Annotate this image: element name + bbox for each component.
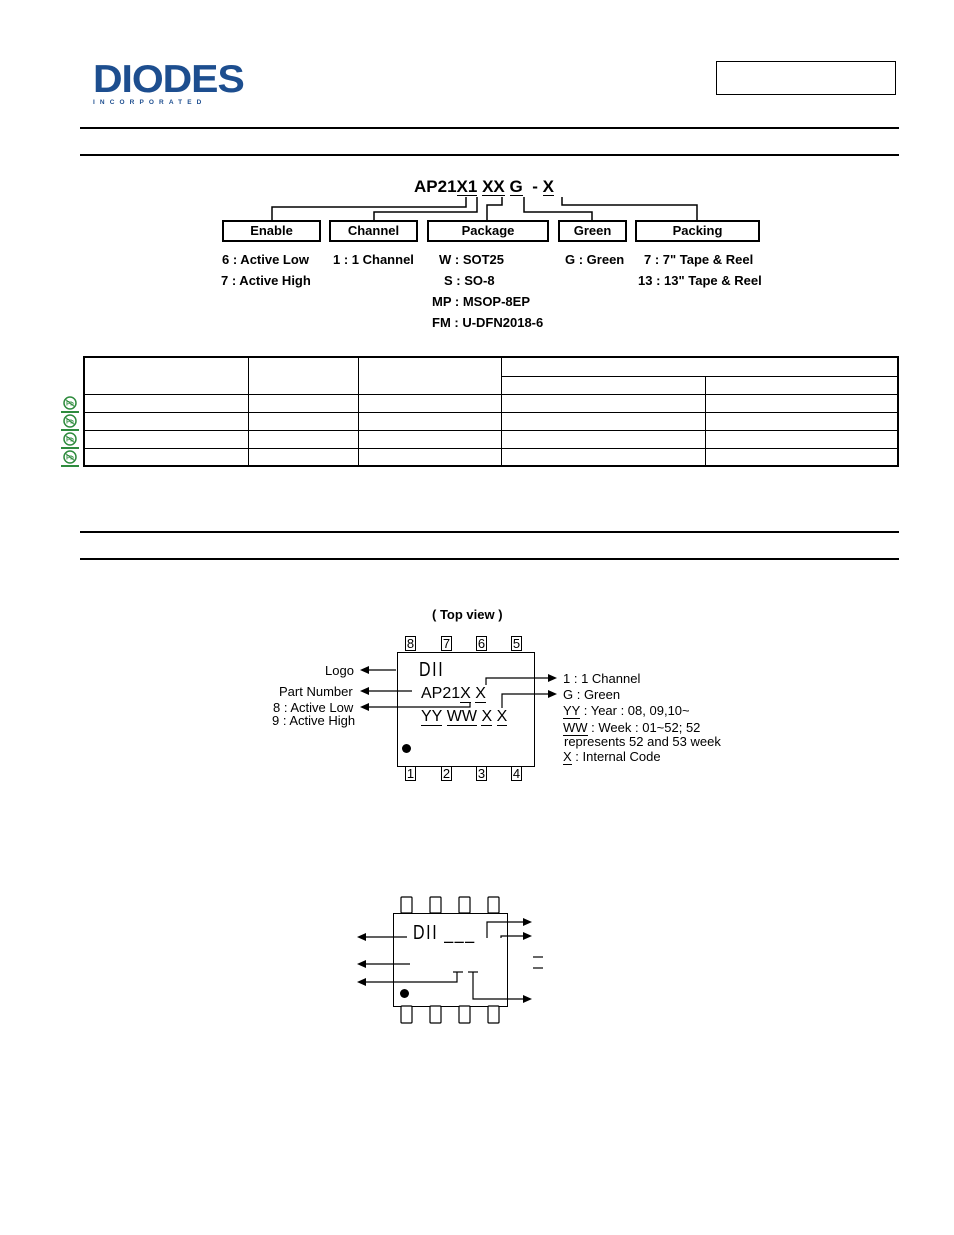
svg-text:Pb: Pb <box>66 437 74 444</box>
chip2-logo-mark: DII ___ <box>413 922 476 944</box>
option-text: 6 : Active Low <box>222 252 309 267</box>
category-green: Green <box>558 220 627 242</box>
chip-channel-mark: X <box>475 685 486 702</box>
pin-label: 1 <box>406 766 415 781</box>
text-yy: : Year : 08, 09,10~ <box>580 703 690 718</box>
category-channel: Channel <box>329 220 418 242</box>
code-base: AP21 <box>414 177 457 196</box>
logo-subtext: INCORPORATED <box>93 99 207 106</box>
option-text: 7 : 7" Tape & Reel <box>644 252 754 267</box>
top-view-label: ( Top view ) <box>432 607 503 622</box>
category-enable: Enable <box>222 220 321 242</box>
code-packing: X <box>542 177 554 196</box>
chip-logo-mark: DII <box>419 659 445 681</box>
code-package: XX <box>482 177 505 196</box>
label-week-note: represents 52 and 53 week <box>564 734 721 749</box>
label-logo: Logo <box>325 663 354 678</box>
label-part-number: Part Number <box>279 684 353 699</box>
code-channel: 1 <box>467 177 478 196</box>
svg-text:Pb: Pb <box>66 419 74 426</box>
logo-text: DIODES <box>93 58 244 101</box>
option-text: MP : MSOP-8EP <box>432 294 531 309</box>
code-dash: - <box>532 177 538 196</box>
category-package: Package <box>427 220 549 242</box>
category-packing: Packing <box>635 220 760 242</box>
code-green: G <box>509 177 523 196</box>
pin-label: 3 <box>477 766 486 781</box>
pin-label: 4 <box>512 766 521 781</box>
chip-enable-mark: X <box>460 685 471 702</box>
chip-week-mark: WW <box>446 708 477 725</box>
key-yy: YY <box>563 703 581 718</box>
text-ww: : Week : 01~52; 52 <box>587 720 701 735</box>
code-enable: X <box>456 177 468 196</box>
label-active-low: 8 : Active Low <box>273 700 354 715</box>
chip-part-base: AP21 <box>421 685 461 702</box>
option-text: G : Green <box>565 252 625 267</box>
pin-label: 5 <box>512 636 521 651</box>
pin-label: 6 <box>477 636 486 651</box>
option-text: 7 : Active High <box>221 273 311 288</box>
pin-label: 8 <box>406 636 415 651</box>
key-x: X <box>563 749 572 764</box>
label-channel: 1 : 1 Channel <box>563 671 641 686</box>
chip-internal-mark: X <box>496 708 508 725</box>
option-text: S : SO-8 <box>444 273 495 288</box>
chip-year-mark: YY <box>421 708 443 725</box>
pin-label: 7 <box>442 636 451 651</box>
label-active-high: 9 : Active High <box>272 713 356 728</box>
key-ww: WW <box>563 720 588 735</box>
svg-text:Pb: Pb <box>66 455 74 462</box>
option-text: 1 : 1 Channel <box>333 252 414 267</box>
text-x: : Internal Code <box>571 749 661 764</box>
pin-label: 2 <box>442 766 451 781</box>
option-text: FM : U-DFN2018-6 <box>432 315 544 330</box>
option-text: 13 : 13" Tape & Reel <box>638 273 762 288</box>
svg-text:Pb: Pb <box>66 401 74 408</box>
chip-green-mark: X <box>481 708 493 725</box>
label-green: G : Green <box>563 687 621 702</box>
option-text: W : SOT25 <box>439 252 505 267</box>
